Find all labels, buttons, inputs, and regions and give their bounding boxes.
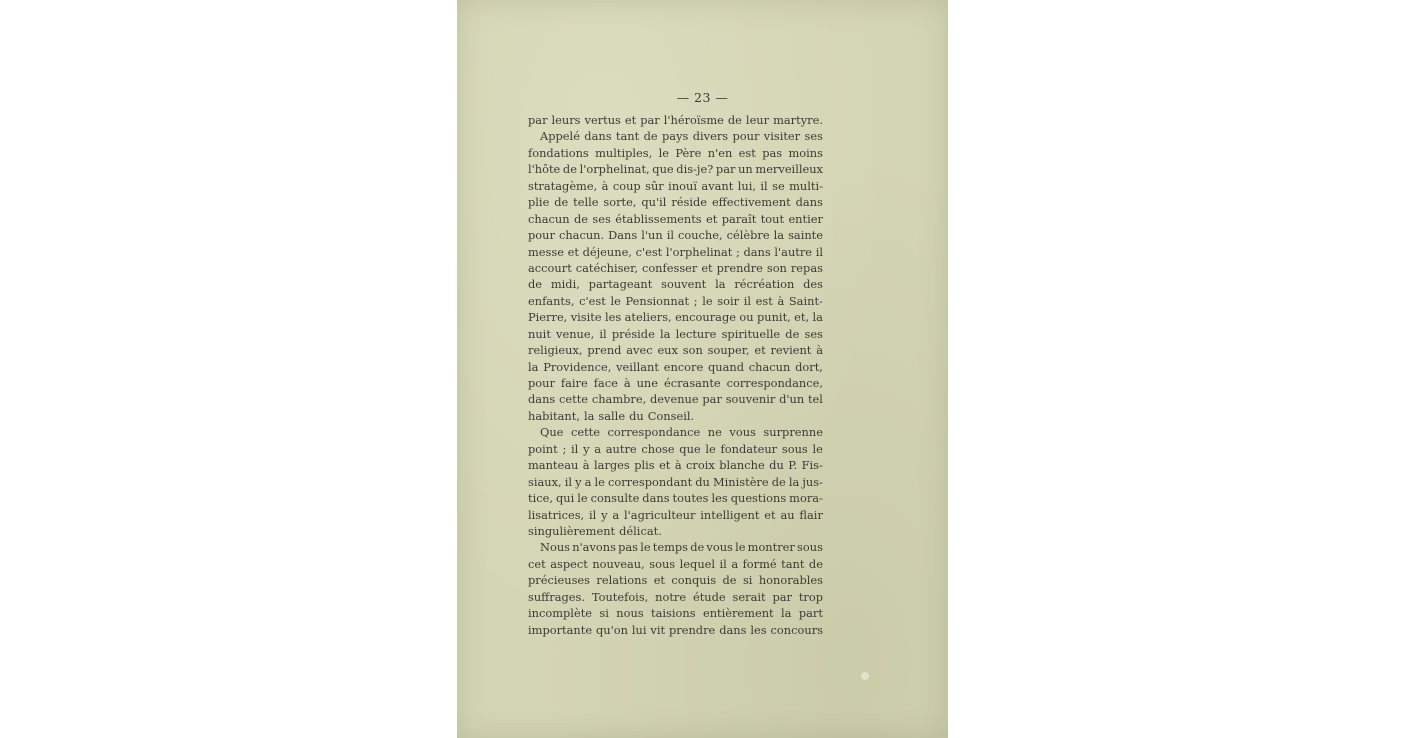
text-line: pour chacun. Dans l'un il couche, célèbre la sainte xyxy=(528,228,823,243)
text-line: singulièrement délicat. xyxy=(528,523,662,538)
text-line: religieux, prend avec eux son souper, et revient à xyxy=(528,343,823,358)
text-line: stratagème, à coup sûr inouï avant lui, il se multi- xyxy=(528,178,823,193)
text-line: fondations multiples, le Père n'en est pas moins xyxy=(528,145,823,160)
paper-speck xyxy=(861,672,869,680)
text-line: messe et déjeune, c'est l'orphelinat ; dans l'autre il xyxy=(528,244,823,259)
text-line: chacun de ses établissements et paraît tout entier xyxy=(528,211,823,226)
text-line: pour faire face à une écrasante correspondance, xyxy=(528,376,823,390)
text-line: la Providence, veillant encore quand chacun dort, xyxy=(528,359,823,374)
text-line: dans cette chambre, devenue par souvenir d'un tel xyxy=(528,392,823,407)
text-line: Que cette correspondance ne vous surprenne xyxy=(540,425,823,440)
text-line: accourt catéchiser, confesser et prendre son repas xyxy=(528,260,823,275)
text-line: Appelé dans tant de pays divers pour visiter ses xyxy=(540,129,823,144)
text-line: cet aspect nouveau, sous lequel il a formé tant de xyxy=(528,556,823,571)
text-line: Pierre, visite les ateliers, encourage ou punit, et, la xyxy=(528,310,823,325)
text-line: siaux, il y a le correspondant du Ministère de la jus- xyxy=(528,474,823,489)
text-line: par leurs vertus et par l'héroïsme de leur martyre. xyxy=(528,113,823,127)
text-line: habitant, la salle du Conseil. xyxy=(528,408,695,423)
text-line: l'hôte de l'orphelinat, que dis-je? par un merveilleux xyxy=(528,162,823,177)
text-line: importante qu'on lui vit prendre dans les concours xyxy=(528,622,823,637)
text-line: précieuses relations et conquis de si honorables xyxy=(528,573,823,588)
text-line: tice, qui le consulte dans toutes les questions mora- xyxy=(528,491,823,506)
text-line: enfants, c'est le Pensionnat ; le soir il est à Saint- xyxy=(528,293,823,308)
text-line: plie de telle sorte, qu'il réside effectivement dans xyxy=(528,195,823,210)
text-line: Nous n'avons pas le temps de vous le montrer sous xyxy=(540,540,823,555)
text-line: de midi, partageant souvent la récréation des xyxy=(528,277,823,292)
text-line: suffrages. Toutefois, notre étude serait par trop xyxy=(528,589,823,604)
scanned-page xyxy=(457,0,948,738)
page-number: — 23 — xyxy=(676,90,729,105)
text-line: manteau à larges plis et à croix blanche du P. Fis- xyxy=(528,458,823,473)
text-line: incomplète si nous taisions entièrement la part xyxy=(528,606,823,621)
body-text xyxy=(528,112,823,638)
text-line: lisatrices, il y a l'agriculteur intelligent et au flair xyxy=(528,507,823,522)
text-line: nuit venue, il préside la lecture spirituelle de ses xyxy=(528,326,823,341)
text-line: point ; il y a autre chose que le fondateur sous le xyxy=(528,441,823,456)
